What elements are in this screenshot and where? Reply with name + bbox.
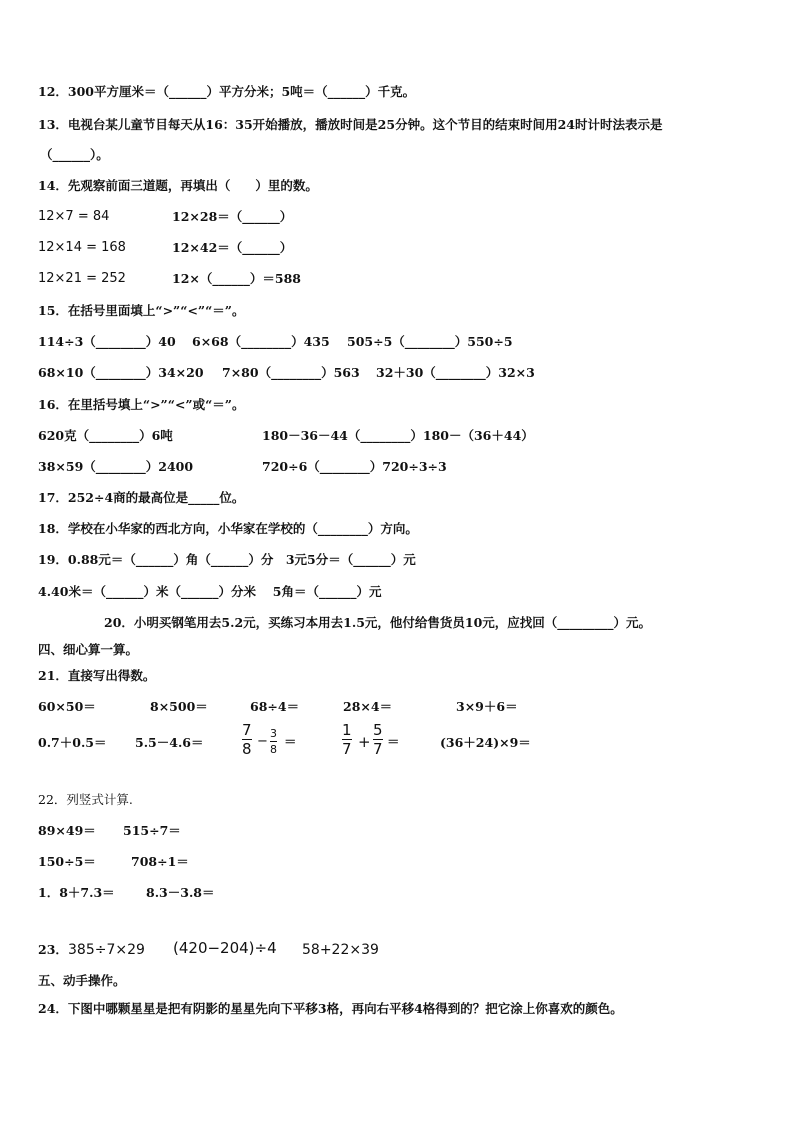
- q16-row2-item2: 720÷6（________）720÷3÷3: [262, 459, 447, 474]
- q15-row1-item1: 114÷3（________）40: [38, 334, 176, 349]
- question-13-line1: 13．电视台某儿童节目每天从16：35开始播放，播放时间是25分钟。这个节目的结束时间用24时计时法表示是: [38, 117, 663, 132]
- q21-frac2-a: [342, 722, 352, 757]
- q21-frac1-b-denominator: 8: [270, 743, 277, 756]
- question-20: 20．小明买钢笔用去5.2元，买练习本用去1.5元，他付给售货员10元，应找回（_________）元。: [104, 615, 652, 630]
- section-5-heading: 五、动手操作。: [38, 973, 126, 988]
- section-4-heading: 四、细心算一算。: [38, 642, 139, 657]
- q21-frac2-equals: ＝: [387, 734, 400, 749]
- question-19-line1: 19．0.88元＝（______）角（______）分 3元5分＝（______）元: [38, 552, 416, 567]
- question-21-title: 21．直接写出得数。: [38, 668, 156, 683]
- q14-row1-right: 12×28＝（______）: [172, 209, 293, 224]
- q21-frac1-b: [270, 727, 277, 756]
- question-15-title: 15．在括号里面填上“>”“<”“＝”。: [38, 303, 245, 318]
- q16-row1-item1: 620克（________）6吨: [38, 428, 173, 443]
- q21-row1-item2: 8×500＝: [150, 699, 208, 714]
- q23-expression-3: 58+22×39: [302, 942, 379, 958]
- q21-frac1-a-denominator: 8: [242, 740, 252, 758]
- q22-row3-item2: 8.3－3.8＝: [146, 885, 215, 900]
- q21-row2-item3: (36＋24)×9＝: [440, 735, 531, 750]
- q15-row1-item2: 6×68（________）435: [192, 334, 330, 349]
- question-18: 18．学校在小华家的西北方向，小华家在学校的（________）方向。: [38, 521, 418, 536]
- q21-frac1-a: [242, 722, 252, 757]
- q21-row2-item2: 5.5－4.6＝: [135, 735, 204, 750]
- question-22-title: 22．列竖式计算.: [38, 792, 133, 807]
- q21-frac2-b-denominator: 7: [373, 740, 383, 758]
- q21-row1-item5: 3×9＋6＝: [456, 699, 518, 714]
- question-12: 12．300平方厘米＝（______）平方分米；5吨＝（______）千克。: [38, 84, 416, 99]
- question-13-line2: （______）。: [40, 147, 109, 162]
- question-23-label: 23．: [38, 942, 68, 957]
- q15-row2-item2: 7×80（________）563: [222, 365, 360, 380]
- fraction-bar: [270, 741, 277, 742]
- q22-row1-item1: 89×49＝: [38, 823, 96, 838]
- q14-row3-left: 12×21 = 252: [38, 271, 126, 286]
- q22-row3-item1: 1．8＋7.3＝: [38, 885, 115, 900]
- q21-row1-item3: 68÷4＝: [250, 699, 300, 714]
- q21-frac1-operator: −: [257, 734, 268, 749]
- q21-frac2-b: [373, 722, 383, 757]
- q16-row1-item2: 180－36－44（________）180－（36＋44）: [262, 428, 534, 443]
- q14-row3-right: 12×（______）＝588: [172, 271, 301, 286]
- q22-row2-item1: 150÷5＝: [38, 854, 96, 869]
- q21-frac2-a-numerator: 1: [342, 721, 352, 739]
- question-24: 24．下图中哪颗星星是把有阴影的星星先向下平移3格，再向右平移4格得到的？把它涂上你喜欢的颜色。: [38, 1001, 623, 1016]
- q21-frac2-a-denominator: 7: [342, 740, 352, 758]
- q15-row2-item1: 68×10（________）34×20: [38, 365, 204, 380]
- question-17: 17．252÷4商的最高位是_____位。: [38, 490, 245, 505]
- q15-row2-item3: 32＋30（________）32×3: [376, 365, 535, 380]
- q23-expression-2: (420−204)÷4: [173, 939, 277, 957]
- q15-row1-item3: 505÷5（________）550÷5: [347, 334, 513, 349]
- question-16-title: 16．在里括号填上“>”“<”或“＝”。: [38, 397, 245, 412]
- q23-expression-1: 385÷7×29: [68, 942, 145, 958]
- q14-row2-right: 12×42＝（______）: [172, 240, 293, 255]
- q21-frac1-a-numerator: 7: [242, 721, 252, 739]
- q21-frac1-b-numerator: 3: [270, 727, 277, 740]
- q16-row2-item1: 38×59（________）2400: [38, 459, 194, 474]
- q22-row1-item2: 515÷7＝: [123, 823, 181, 838]
- q21-row1-item4: 28×4＝: [343, 699, 393, 714]
- q14-row2-left: 12×14 = 168: [38, 240, 126, 255]
- q14-row1-left: 12×7 = 84: [38, 209, 110, 224]
- q21-frac1-equals: ＝: [284, 734, 297, 749]
- q21-row2-item1: 0.7＋0.5＝: [38, 735, 107, 750]
- question-19-line2: 4.40米＝（______）米（______）分米 5角＝（______）元: [38, 584, 382, 599]
- question-14-title: 14．先观察前面三道题，再填出（ ）里的数。: [38, 178, 318, 193]
- q21-frac2-b-numerator: 5: [373, 721, 383, 739]
- q22-row2-item2: 708÷1＝: [131, 854, 189, 869]
- q21-row1-item1: 60×50＝: [38, 699, 96, 714]
- q21-frac2-operator: +: [358, 733, 371, 751]
